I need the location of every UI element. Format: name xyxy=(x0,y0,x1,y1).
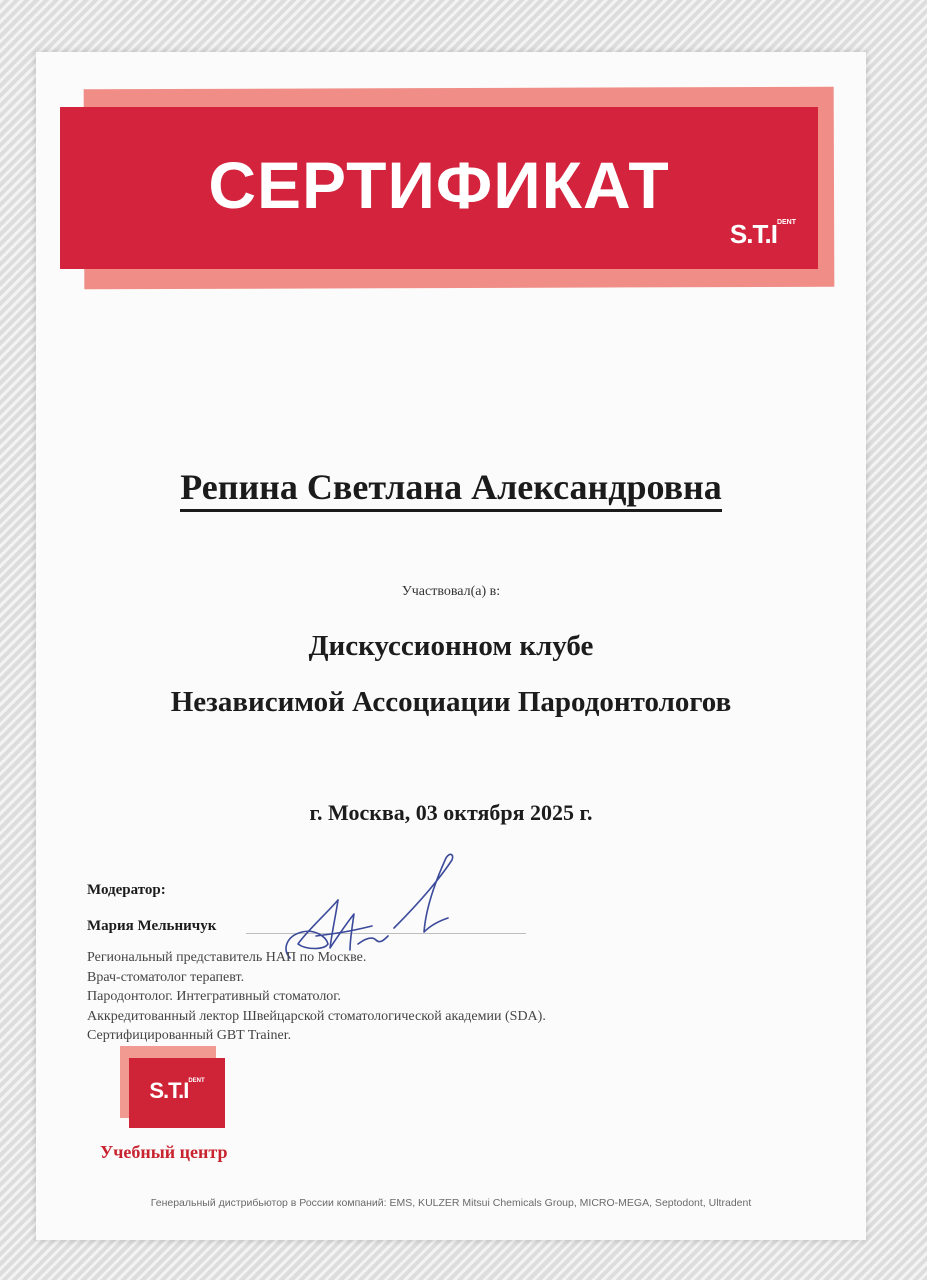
training-center-label: Учебный центр xyxy=(100,1142,228,1162)
training-logo-text: S.T.I xyxy=(149,1078,189,1103)
moderator-heading: Модератор: xyxy=(87,882,166,898)
credential-line: Региональный представитель НАП по Москве. xyxy=(87,950,367,965)
sti-logo-sub: DENT xyxy=(776,219,796,226)
training-logo-mark xyxy=(129,1078,225,1104)
sti-logo xyxy=(730,219,796,250)
credential-line: Врач-стоматолог терапевт. xyxy=(87,969,245,985)
certificate-paper xyxy=(36,52,866,1240)
certificate-banner xyxy=(60,107,818,269)
certificate-title: СЕРТИФИКАТ xyxy=(208,148,670,222)
participation-label: Участвовал(а) в: xyxy=(401,584,501,599)
recipient-name-text: Репина Светлана Александровна xyxy=(180,467,722,512)
moderator-name: Мария Мельничук xyxy=(87,918,217,934)
moderator-credentials xyxy=(87,948,546,1046)
credential-line: Сертифицированный GBT Trainer. xyxy=(87,1028,292,1043)
place-date: г. Москва, 03 октября 2025 г. xyxy=(309,800,593,825)
training-center-logo xyxy=(129,1058,225,1128)
event-line-1: Дискуссионном клубе xyxy=(308,630,594,662)
training-logo-sub: DENT xyxy=(188,1078,205,1084)
distributor-footer: Генеральный дистрибьютор в России компаний: EMS, KULZER Mitsui Chemicals Group, MICRO-MEGA, Septodont, Ultradent xyxy=(150,1197,752,1209)
event-line-2: Независимой Ассоциации Пародонтологов xyxy=(170,686,732,718)
credential-line: Аккредитованный лектор Швейцарской стоматологической академии (SDA). xyxy=(87,1008,546,1024)
recipient-name xyxy=(36,466,866,508)
sti-logo-text: S.T.I xyxy=(729,219,777,249)
credential-line: Пародонтолог. Интегративный стоматолог. xyxy=(87,989,341,1004)
